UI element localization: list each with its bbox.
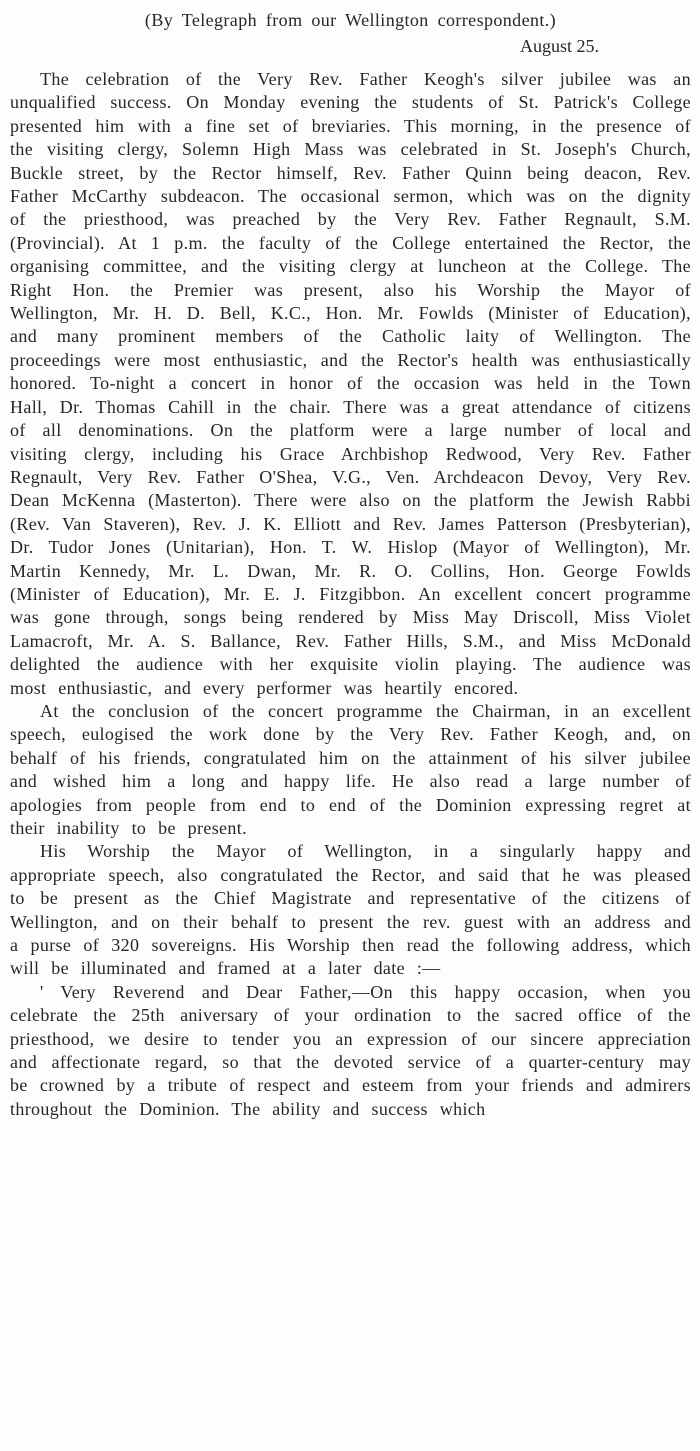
byline: (By Telegraph from our Wellington correspondent.) — [144, 10, 557, 30]
article-paragraph-1: The celebration of the Very Rev. Father Keogh's silver jubilee was an unqualified success. On Monday evening the students of St. Patrick's College presented him with a fine set of breviaries. This morning, in the presence of the visiting clergy, Solemn High Mass was celebrated in St. Joseph's Church, Buckle street, by the Rector himself, Rev. Father Quinn being deacon, Rev. Father McCarthy subdeacon. The occasional sermon, which was on the dignity of the priesthood, was preached by the Very Rev. Father Regnault, S.M. (Provincial). At 1 p.m. the faculty of the College entertained the Rector, the organising committee, and the visiting clergy at luncheon at the College. The Right Hon. the Premier was present, also his Worship the Mayor of Wellington, Mr. H. D. Bell, K.C., Hon. Mr. Fowlds (Minister of Education), and many prominent members of the Catholic laity of Wellington. The proceedings were most enthusiastic, and the Rector's health was enthusiastically honored. To-night a concert in honor of the occasion was held in the Town Hall, Dr. Thomas Cahill in the chair. There was a great attendance of citizens of all denominations. On the platform were a large number of local and visiting clergy, including his Grace Archbishop Redwood, Very Rev. Father Regnault, Very Rev. Father O'Shea, V.G., Ven. Archdeacon Devoy, Very Rev. Dean McKenna (Masterton). There were also on the platform the Jewish Rabbi (Rev. Van Staveren), Rev. J. K. Elliott and Rev. James Patterson (Presbyterian), Dr. Tudor Jones (Unitarian), Hon. T. W. Hislop (Mayor of Wellington), Mr. Martin Kennedy, Mr. L. Dwan, Mr. R. O. Collins, Hon. George Fowlds (Minister of Education), Mr. E. J. Fitzgibbon. An excellent concert programme was gone through, songs being rendered by Miss May Driscoll, Miss Violet Lamacroft, Mr. A. S. Ballance, Rev. Father Hills, S.M., and Miss McDonald delighted the audience with her exquisite violin playing. The audience was most enthusiastic, and every performer was heartily encored. — [10, 69, 691, 698]
article-paragraph-2: At the conclusion of the concert programme the Chairman, in an excellent speech, eulogised the work done by the Very Rev. Father Keogh, and, on behalf of his friends, congratulated him on the attainment of his silver jubilee and wished him a long and happy life. He also read a large number of apologies from people from end to end of the Dominion expressing regret at their inability to be present. — [10, 700, 691, 838]
dateline: August 25. — [519, 36, 599, 56]
article-paragraph-3: His Worship the Mayor of Wellington, in a singularly happy and appropriate speech, also congratulated the Rector, and said that he was pleased to be present as the Chief Magistrate and representative of the citizens of Wellington, and on their behalf to present the rev. guest with an address and a purse of 320 sovereigns. His Worship then read the following address, which will be illuminated and framed at a later date :— — [10, 841, 691, 979]
article-paragraph-4: ' Very Reverend and Dear Father,—On this happy occasion, when you celebrate the 25th aniversary of your ordination to the sacred office of the priesthood, we desire to tender you an expression of our sincere appreciation and affectionate regard, so that the devoted service of a quarter-century may be crowned by a tribute of respect and esteem from your friends and admirers throughout the Dominion. The ability and success which — [10, 981, 691, 1119]
